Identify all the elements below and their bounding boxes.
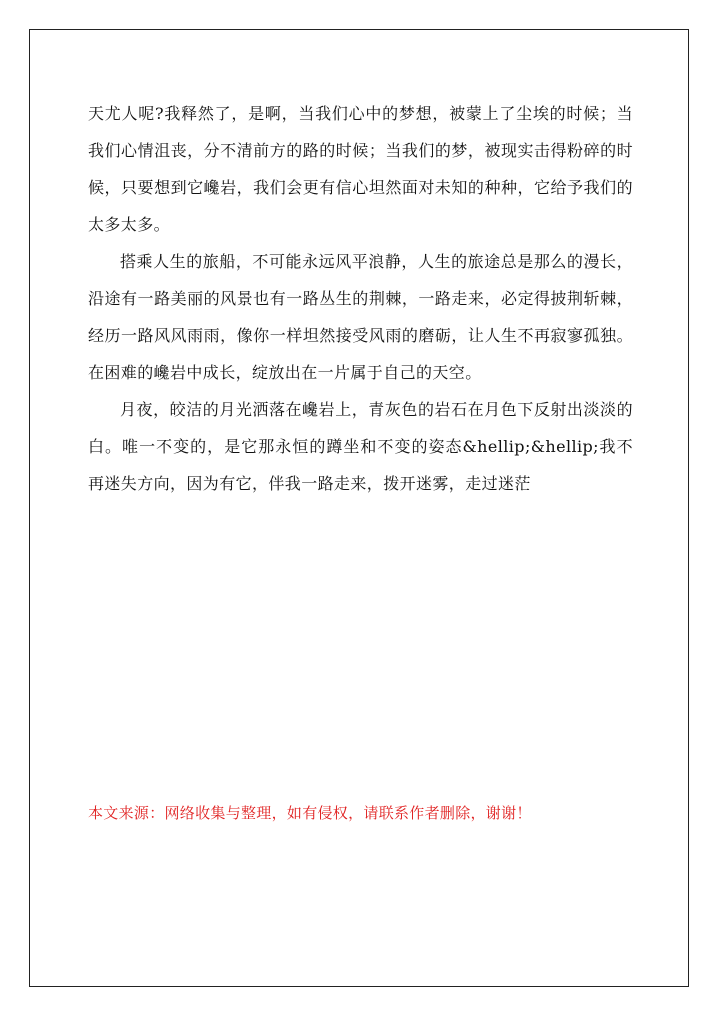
- source-disclaimer: 本文来源：网络收集与整理，如有侵权，请联系作者删除，谢谢！: [88, 804, 532, 822]
- paragraph-2: 搭乘人生的旅船，不可能永远风平浪静，人生的旅途总是那么的漫长，沿途有一路美丽的风景也有一路丛生的荆棘，一路走来，必定得披荆斩棘，经历一路风风雨雨，像你一样坦然接受风雨的磨砺，让人生不再寂寥孤独。在困难的巉岩中成长，绽放出在一片属于自己的天空。: [88, 252, 633, 382]
- paragraph-3: 月夜，皎洁的月光洒落在巉岩上，青灰色的岩石在月色下反射出淡淡的白。唯一不变的，是它那永恒的蹲坐和不变的姿态&hellip;&hellip;我不再迷失方向，因为有它，伴我一路走来，拨开迷雾，走过迷茫: [88, 400, 633, 493]
- paragraph-1: 天尤人呢?我释然了，是啊，当我们心中的梦想，被蒙上了尘埃的时候；当我们心情沮丧，分不清前方的路的时候；当我们的梦，被现实击得粉碎的时候，只要想到它巉岩，我们会更有信心坦然面对未知的种种，它给予我们的太多太多。: [88, 104, 633, 234]
- document-body: [88, 95, 633, 502]
